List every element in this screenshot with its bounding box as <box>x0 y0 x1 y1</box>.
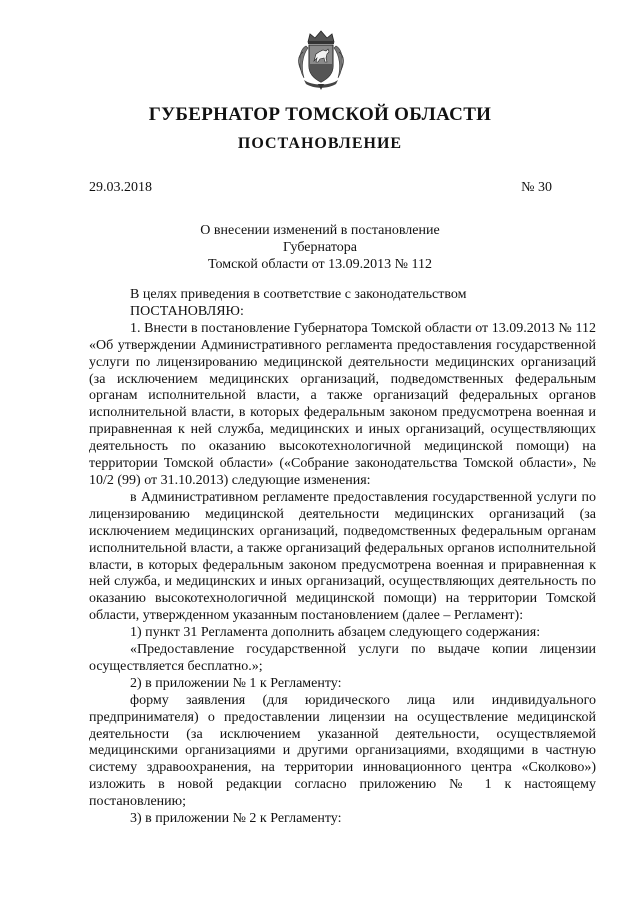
subject-line: Томской области от 13.09.2013 № 112 <box>208 257 432 272</box>
document-subject <box>170 222 470 273</box>
paragraph-3: 1) пункт 31 Регламента дополнить абзацем следующего содержания: <box>130 625 541 641</box>
tomsk-coat-of-arms-icon <box>296 28 346 92</box>
document-type: ПОСТАНОВЛЕНИЕ <box>237 135 403 152</box>
intro-paragraph: В целях приведения в соответствие с законодательством <box>130 287 467 302</box>
decree-word: ПОСТАНОВЛЯЮ: <box>130 303 244 319</box>
issuer-title: ГУБЕРНАТОР ТОМСКОЙ ОБЛАСТИ <box>148 104 492 125</box>
paragraph-2: в Административном регламенте предоставления государственной услуги по лицензированию медицинской деятельности медицинских организаций (за исключением медицинских организаций, подведомственных федеральным органам исполнительной власти, а также организаций федеральных органов исполнительной власти, в которых федеральным законом предусмотрена военная и приравненная к ней служба, и медицинских и иных организаций, осуществляющих деятельность по оказанию высокотехнологичной медицинской помощи) на территории Томской области, утвержденном указанным постановлением (далее – Регламент): <box>89 489 596 624</box>
document-body <box>89 287 596 828</box>
paragraph-7: 3) в приложении № 2 к Регламенту: <box>130 811 342 827</box>
paragraph-5: 2) в приложении № 1 к Регламенту: <box>130 675 342 691</box>
paragraph-6: форму заявления (для юридического лица или индивидуального предпринимателя) о предоставлении лицензии на осуществление медицинской деятельности (за исключением указанной деятельности, осуществляемой медицинскими организациями и другими организациями, входящими в частную систему здравоохранения, на территории инновационного центра «Сколково») изложить в новой редакции согласно приложению № 1 к настоящему постановлению; <box>89 692 596 810</box>
document-date: 29.03.2018 <box>89 180 152 195</box>
paragraph-1: 1. Внести в постановление Губернатора Томской области от 13.09.2013 № 112 «Об утверждении Административного регламента предоставления государственной услуги по лицензированию медицинской деятельности медицинских организаций (за исключением медицинских организаций, подведомственных федеральным органам исполнительной власти, а также организаций федеральных органов исполнительной власти, в которых федеральным законом предусмотрена военная и приравненная к ней служба, медицинских и иных организаций, осуществляющих деятельность по оказанию высокотехнологичной медицинской помощи) на территории Томской области» («Собрание законодательства Томской области», № 10/2 (99) от 31.10.2013) следующие изменения: <box>89 320 596 488</box>
subject-line: О внесении изменений в постановление Губернатора <box>200 223 440 255</box>
document-number: № 30 <box>521 180 552 195</box>
paragraph-4: «Предоставление государственной услуги по выдаче копии лицензии осуществляется бесплатно.»; <box>89 642 596 674</box>
